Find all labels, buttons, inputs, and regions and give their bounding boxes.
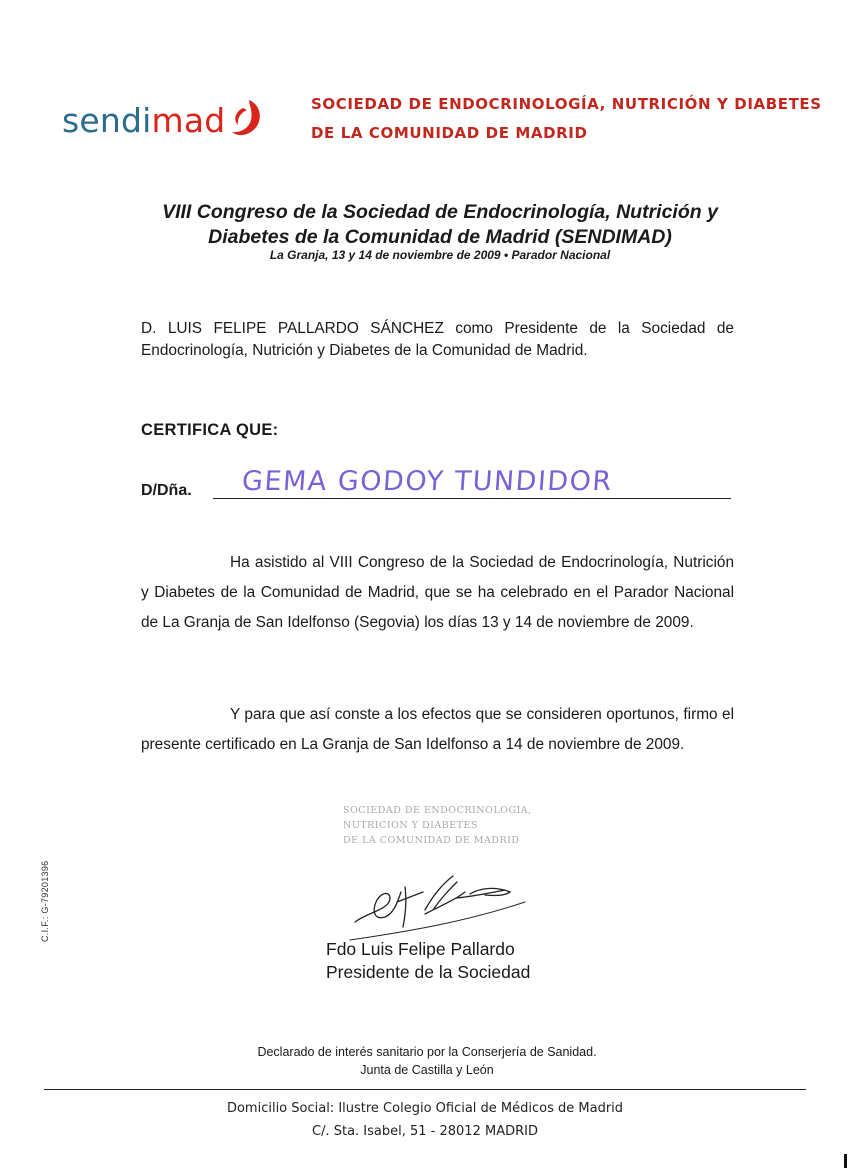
organization-name-line2: DE LA COMUNIDAD DE MADRID [311,124,588,142]
recipient-name-handwritten: GEMA GODOY TUNDIDOR [240,466,614,497]
signer-name: Fdo Luis Felipe Pallardo [326,939,515,959]
address-line2: C/. Sta. Isabel, 51 - 28012 MADRID [312,1124,538,1139]
cif-number: C.I.F.: G-79201396 [40,860,50,942]
declaration-line1: Declarado de interés sanitario por la Conserjería de Sanidad. [257,1045,597,1059]
congress-subtitle: La Granja, 13 y 14 de noviembre de 2009 • Parador Nacional [269,248,611,262]
sendimad-logo [62,96,263,144]
logo-wordmark-part1: sendi [62,100,152,140]
society-stamp [343,803,532,848]
logo-wordmark-part2: mad [151,100,226,140]
footer-divider [44,1089,806,1090]
stamp-line2: NUTRICION Y DIABETES [343,820,478,831]
congress-title-line2: Diabetes de la Comunidad de Madrid (SENDIMAD) [208,226,672,248]
scan-edge-mark [844,1154,847,1168]
intro-paragraph: D. LUIS FELIPE PALLARDO SÁNCHEZ como Presidente de la Sociedad de Endocrinología, Nutrición y Diabetes de la Comunidad de Madrid. [141,320,734,359]
recipient-underline [213,498,731,499]
recipient-label: D/Dña. [141,482,192,499]
handwritten-signature [345,862,535,947]
logo-swirl-icon [229,98,263,138]
declaration-line2: Junta de Castilla y León [360,1063,494,1077]
logo-wordmark [62,100,226,140]
attendance-paragraph: Ha asistido al VIII Congreso de la Sociedad de Endocrinología, Nutrición y Diabetes de la Comunidad de Madrid, que se ha celebrado en el Parador Nacional de La Granja de San Idelfonso (Segovia) los días 13 y 14 de noviembre de 2009. [141,554,734,631]
certifica-heading: CERTIFICA QUE: [141,421,279,439]
stamp-line1: SOCIEDAD DE ENDOCRINOLOGIA, [343,805,532,816]
congress-title-line1: VIII Congreso de la Sociedad de Endocrinología, Nutrición y [162,201,718,223]
signer-role: Presidente de la Sociedad [326,962,531,982]
organization-name-line1: SOCIEDAD DE ENDOCRINOLOGÍA, NUTRICIÓN Y DIABETES [311,95,822,113]
stamp-line3: DE LA COMUNIDAD DE MADRID [343,835,520,846]
address-line1: Domicilio Social: Ilustre Colegio Oficial de Médicos de Madrid [226,1101,624,1116]
closing-paragraph: Y para que así conste a los efectos que se consideren oportunos, firmo el presente certificado en La Granja de San Idelfonso a 14 de noviembre de 2009. [141,706,734,753]
